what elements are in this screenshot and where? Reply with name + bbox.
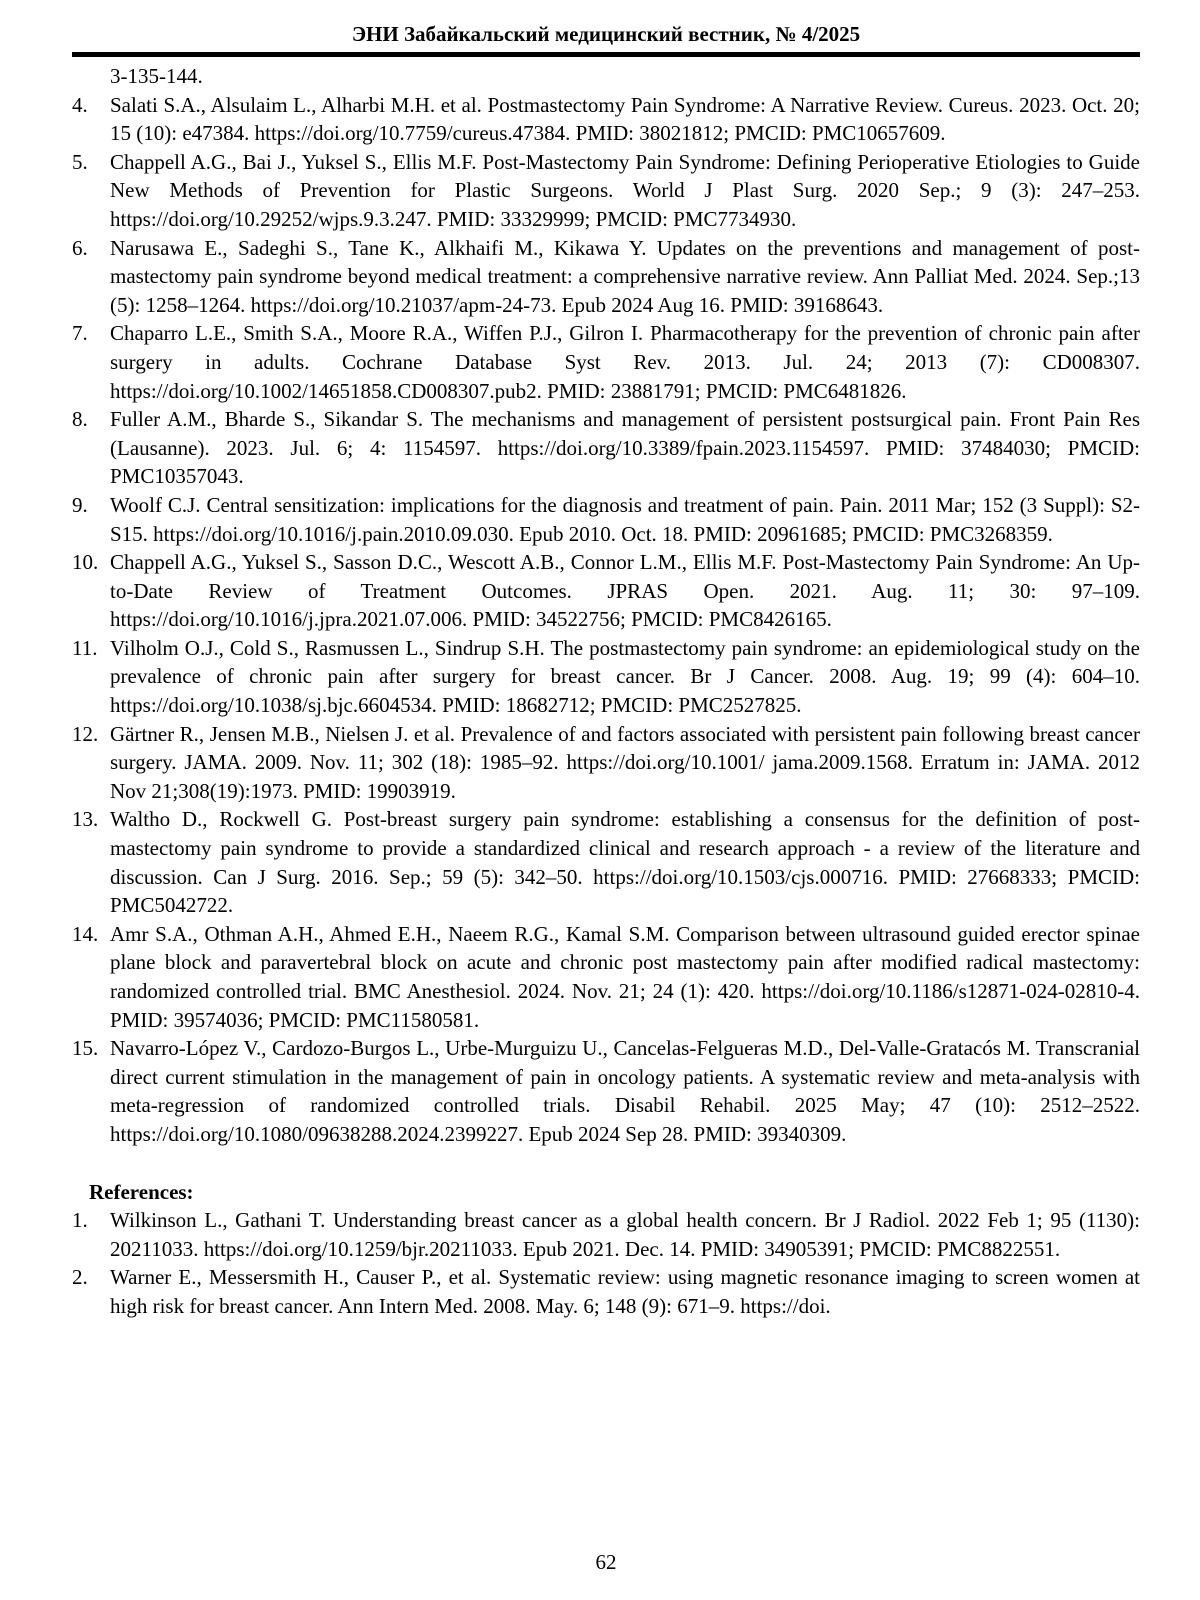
reference-number: 14. bbox=[72, 921, 99, 946]
reference-number: 6. bbox=[72, 235, 88, 260]
reference-item bbox=[72, 91, 1140, 148]
reference-number: 15. bbox=[72, 1036, 99, 1061]
reference-item bbox=[72, 234, 1140, 320]
reference-number: 8. bbox=[72, 407, 88, 432]
reference-text: Warner E., Messersmith H., Causer P., et al. Systematic review: using magnetic resonance imaging to screen women at high risk for breast cancer. Ann Intern Med. 2008. May. 6; 148 (9): 671–9. https://doi. bbox=[110, 1265, 1140, 1318]
reference-text: Chappell A.G., Yuksel S., Sasson D.C., Wescott A.B., Connor L.M., Ellis M.F. Post-Mastectomy Pain Syndrome: An Up-to-Date Review of Treatment Outcomes. JPRAS Open. 2021. Aug. 11; 30: 97–109. https://doi.org/10.1016/j.jpra.2021.07.006. PMID: 34522756; PMCID: PMC8426165. bbox=[110, 550, 1140, 632]
reference-number: 7. bbox=[72, 321, 88, 346]
reference-item bbox=[72, 491, 1140, 548]
reference-text: Chappell A.G., Bai J., Yuksel S., Ellis M.F. Post-Mastectomy Pain Syndrome: Defining Perioperative Etiologies to Guide New Methods of Prevention for Plastic Surgeons. World J Plast Surg. 2020 Sep.; 9 (3): 247–253. https://doi.org/10.29252/wjps.9.3.247. PMID: 33329999; PMCID: PMC7734930. bbox=[110, 149, 1140, 231]
reference-item bbox=[72, 148, 1140, 234]
continued-reference-text: 3-135-144. bbox=[110, 64, 203, 88]
reference-text: Vilholm O.J., Cold S., Rasmussen L., Sindrup S.H. The postmastectomy pain syndrome: an epidemiological study on the prevalence of chronic pain after surgery for breast cancer. Br J Cancer. 2008. Aug. 19; 99 (4): 604–10. https://doi.org/10.1038/sj.bjc.6604534. PMID: 18682712; PMCID: PMC2527825. bbox=[110, 635, 1140, 718]
reference-text: Narusawa E., Sadeghi S., Tane K., Alkhaifi M., Kikawa Y. Updates on the preventions and management of post-mastectomy pain syndrome beyond medical treatment: a comprehensive narrative review. Ann Palliat Med. 2024. Sep.;13 (5): 1258–1264. https://doi.org/10.21037/apm-24-73. Epub 2024 Aug 16. PMID: 39168643. bbox=[110, 235, 1140, 317]
reference-item bbox=[72, 634, 1140, 720]
reference-item bbox=[72, 805, 1140, 919]
reference-item bbox=[72, 1034, 1140, 1148]
reference-text: Wilkinson L., Gathani T. Understanding breast cancer as a global health concern. Br J Radiol. 2022 Feb 1; 95 (1130): 20211033. https://doi.org/10.1259/bjr.20211033. Epub 2021. Dec. 14. PMID: 34905391; PMCID: PMC8822551. bbox=[110, 1208, 1140, 1261]
reference-text: Fuller A.M., Bharde S., Sikandar S. The mechanisms and management of persistent postsurgical pain. Front Pain Res (Lausanne). 2023. Jul. 6; 4: 1154597. https://doi.org/10.3389/fpain.2023.1154597. PMID: 37484030; PMCID: PMC10357043. bbox=[110, 407, 1140, 489]
references-heading: References: bbox=[89, 1179, 194, 1204]
reference-item bbox=[72, 1263, 1140, 1320]
reference-number: 9. bbox=[72, 492, 88, 517]
reference-item bbox=[72, 1206, 1140, 1263]
reference-text: Salati S.A., Alsulaim L., Alharbi M.H. et al. Postmastectomy Pain Syndrome: A Narrative Review. Cureus. 2023. Oct. 20; 15 (10): e47384. https://doi.org/10.7759/cureus.47384. PMID: 38021812; PMCID: PMC10657609. bbox=[110, 92, 1140, 146]
reference-list-english bbox=[72, 1206, 1140, 1320]
reference-number: 11. bbox=[72, 635, 98, 660]
reference-text: Woolf C.J. Central sensitization: implications for the diagnosis and treatment of pain. Pain. 2011 Mar; 152 (3 Suppl): S2-S15. https://doi.org/10.1016/j.pain.2010.09.030. Epub 2010. Oct. 18. PMID: 20961685; PMCID: PMC3268359. bbox=[110, 492, 1140, 546]
reference-number: 13. bbox=[72, 807, 99, 832]
journal-header: ЭНИ Забайкальский медицинский вестник, № 4/2025 bbox=[351, 22, 861, 46]
reference-item bbox=[72, 319, 1140, 405]
reference-number: 2. bbox=[72, 1265, 88, 1290]
page-number: 62 bbox=[595, 1550, 617, 1574]
reference-text: Waltho D., Rockwell G. Post-breast surgery pain syndrome: establishing a consensus for the definition of post-mastectomy pain syndrome to provide a standardized clinical and research approach - a review of the literature and discussion. Can J Surg. 2016. Sep.; 59 (5): 342–50. https://doi.org/10.1503/cjs.000716. PMID: 27668333; PMCID: PMC5042722. bbox=[110, 807, 1140, 918]
reference-item bbox=[72, 720, 1140, 806]
header-divider bbox=[72, 52, 1140, 57]
reference-number: 10. bbox=[72, 550, 99, 575]
reference-item bbox=[72, 920, 1140, 1034]
reference-item bbox=[72, 548, 1140, 634]
reference-number: 4. bbox=[72, 92, 88, 117]
reference-number: 12. bbox=[72, 721, 99, 746]
reference-number: 5. bbox=[72, 149, 88, 174]
reference-text: Amr S.A., Othman A.H., Ahmed E.H., Naeem R.G., Kamal S.M. Comparison between ultrasound guided erector spinae plane block and paravertebral block on acute and chronic post mastectomy pain after modified radical mastectomy: randomized controlled trial. BMC Anesthesiol. 2024. Nov. 21; 24 (1): 420. https://doi.org/10.1186/s12871-024-02810-4. PMID: 39574036; PMCID: PMC11580581. bbox=[110, 921, 1140, 1032]
reference-list-russian bbox=[72, 91, 1140, 1149]
reference-number: 1. bbox=[72, 1208, 88, 1233]
reference-text: Gärtner R., Jensen M.B., Nielsen J. et al. Prevalence of and factors associated with persistent pain following breast cancer surgery. JAMA. 2009. Nov. 11; 302 (18): 1985–92. https://doi.org/10.1001/ jama.2009.1568. Erratum in: JAMA. 2012 Nov 21;308(19):1973. PMID: 19903919. bbox=[110, 721, 1140, 803]
reference-text: Chaparro L.E., Smith S.A., Moore R.A., Wiffen P.J., Gilron I. Pharmacotherapy for the prevention of chronic pain after surgery in adults. Cochrane Database Syst Rev. 2013. Jul. 24; 2013 (7): CD008307. https://doi.org/10.1002/14651858.CD008307.pub2. PMID: 23881791; PMCID: PMC6481826. bbox=[110, 321, 1140, 403]
reference-text: Navarro-López V., Cardozo-Burgos L., Urbe-Murguizu U., Cancelas-Felgueras M.D., Del-Valle-Gratacós M. Transcranial direct current stimulation in the management of pain in oncology patients. A systematic review and meta-analysis with meta-regression of randomized controlled trials. Disabil Rehabil. 2025 May; 47 (10): 2512–2522. https://doi.org/10.1080/09638288.2024.2399227. Epub 2024 Sep 28. PMID: 39340309. bbox=[110, 1036, 1140, 1146]
reference-item bbox=[72, 405, 1140, 491]
reference-list-body bbox=[72, 62, 1140, 1321]
